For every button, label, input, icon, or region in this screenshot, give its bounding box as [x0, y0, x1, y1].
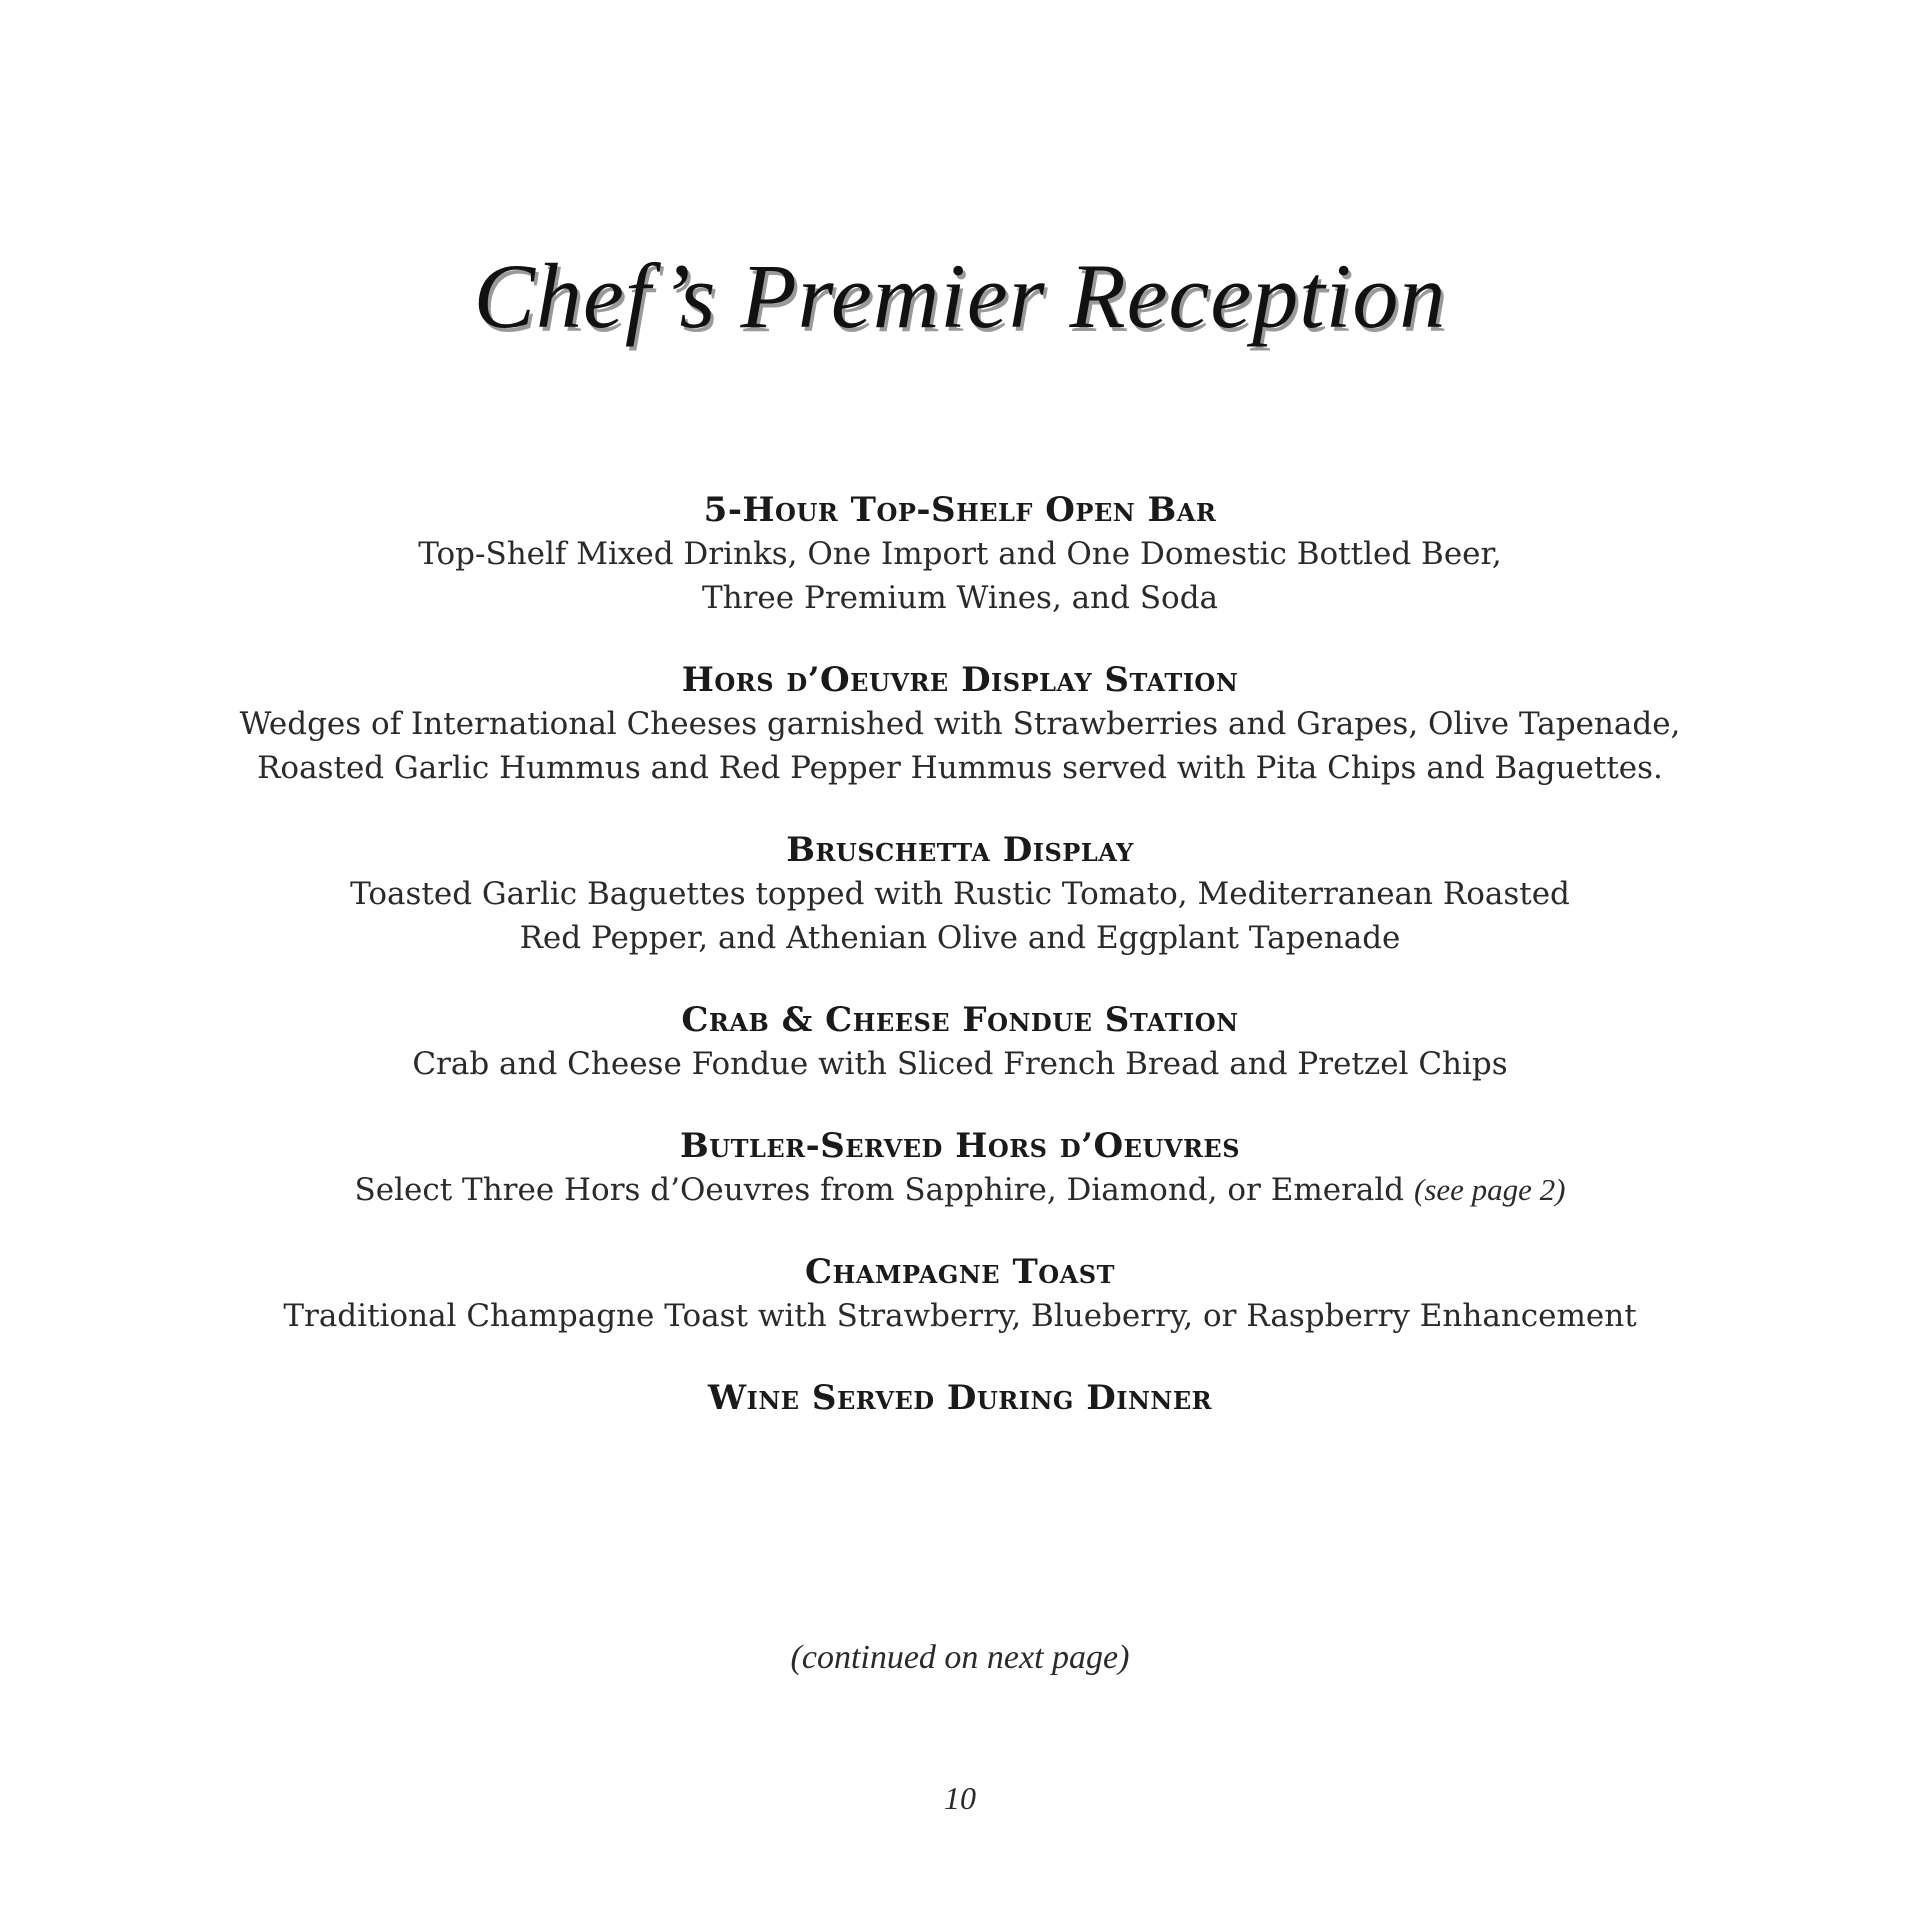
section-description-line: Roasted Garlic Hummus and Red Pepper Hummus served with Pita Chips and Baguettes. — [257, 750, 1663, 786]
page-number: 10 — [944, 1780, 976, 1816]
section-description-line: Top-Shelf Mixed Drinks, One Import and One Domestic Bottled Beer, — [418, 536, 1502, 572]
page-reference-note: (see page 2) — [1414, 1172, 1566, 1207]
menu-section-wine-dinner — [0, 1376, 1920, 1420]
menu-list — [0, 488, 1920, 1458]
section-description-line — [0, 1168, 1920, 1212]
section-heading: 5-Hour Top-Shelf Open Bar — [703, 490, 1217, 530]
page-title: Chef’s Premier Reception — [473, 245, 1447, 347]
section-description-line: Three Premium Wines, and Soda — [701, 580, 1219, 616]
section-description-line: Toasted Garlic Baguettes topped with Rustic Tomato, Mediterranean Roasted — [350, 876, 1570, 912]
menu-section-butler-served — [0, 1124, 1920, 1212]
menu-section-crab-fondue — [0, 998, 1920, 1086]
section-description-line: Traditional Champagne Toast with Strawberry, Blueberry, or Raspberry Enhancement — [283, 1298, 1637, 1334]
section-heading: Butler-Served Hors d’Oeuvres — [679, 1126, 1241, 1166]
section-description-line: Crab and Cheese Fondue with Sliced French Bread and Pretzel Chips — [412, 1046, 1508, 1082]
menu-section-hors-doeuvre-display — [0, 658, 1920, 790]
section-heading: Crab & Cheese Fondue Station — [681, 1000, 1239, 1040]
section-heading: Wine Served During Dinner — [707, 1378, 1213, 1418]
menu-section-bruschetta — [0, 828, 1920, 960]
section-description-line: Red Pepper, and Athenian Olive and Eggplant Tapenade — [519, 920, 1401, 956]
description-text: Select Three Hors d’Oeuvres from Sapphire, Diamond, or Emerald — [354, 1172, 1405, 1208]
menu-section-open-bar — [0, 488, 1920, 620]
section-heading: Hors d’Oeuvre Display Station — [681, 660, 1239, 700]
section-heading: Champagne Toast — [805, 1252, 1115, 1292]
section-description-line: Wedges of International Cheeses garnished with Strawberries and Grapes, Olive Tapenade, — [239, 706, 1681, 742]
continued-note: (continued on next page) — [790, 1639, 1130, 1676]
section-heading: Bruschetta Display — [786, 830, 1134, 870]
menu-section-champagne-toast — [0, 1250, 1920, 1338]
